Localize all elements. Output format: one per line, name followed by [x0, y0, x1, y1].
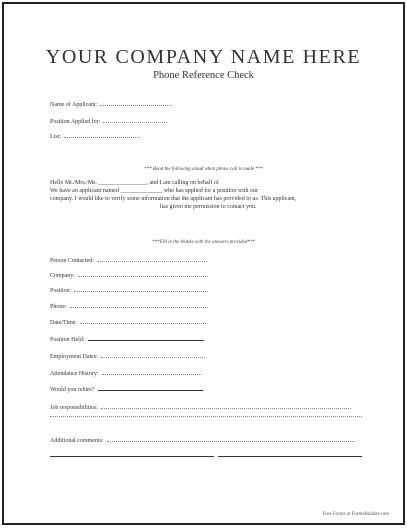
date-time-field[interactable]: Date/Time: [50, 318, 206, 326]
rehire-field[interactable]: Would you rehire? [50, 385, 203, 393]
instruction-note-1: *** Read the following aloud when phone call is made *** [144, 167, 263, 172]
form-subtitle: Phone Reference Check [153, 70, 254, 81]
additional-comments-field[interactable]: Additional comments: [50, 436, 355, 444]
job-responsibilities-field[interactable]: Job responsibilities: [50, 403, 351, 411]
reference-check-form [2, 2, 405, 525]
position-field[interactable]: Position: [50, 286, 208, 294]
applicant-name-field[interactable]: Name of Applicant: [50, 100, 172, 108]
instruction-note-2: ***Fill in the blanks with the answers provided*** [152, 240, 255, 245]
list-field[interactable]: List: [50, 132, 140, 140]
comments-line-2b[interactable] [218, 456, 362, 457]
person-contacted-field[interactable]: Person Contacted: [50, 256, 207, 264]
comments-line-2a[interactable] [50, 456, 214, 457]
company-field[interactable]: Company: [50, 271, 208, 279]
employment-dates-field[interactable]: Employment Dates: [50, 352, 205, 360]
position-held-field[interactable]: Position Held: [50, 335, 204, 343]
script-paragraph: Hello Mr./Mrs./Ms. ________________, and I am calling on behalf of We have an applicant named ______________ who has applied for a position with our company. I would like to verify some information that the applicant has provided to us. This applicant, has given me permission to contact you. [50, 180, 297, 210]
attendance-history-field[interactable]: Attendance History: [50, 369, 202, 377]
footer-credit: Free Forms at FormsBuilder.com [322, 512, 389, 517]
phone-field[interactable]: Phone: [50, 302, 208, 310]
responsibilities-line-2[interactable] [50, 416, 362, 417]
position-applied-field[interactable]: Position Applied for: [50, 117, 167, 125]
company-name-title: YOUR COMPANY NAME HERE [45, 46, 362, 68]
